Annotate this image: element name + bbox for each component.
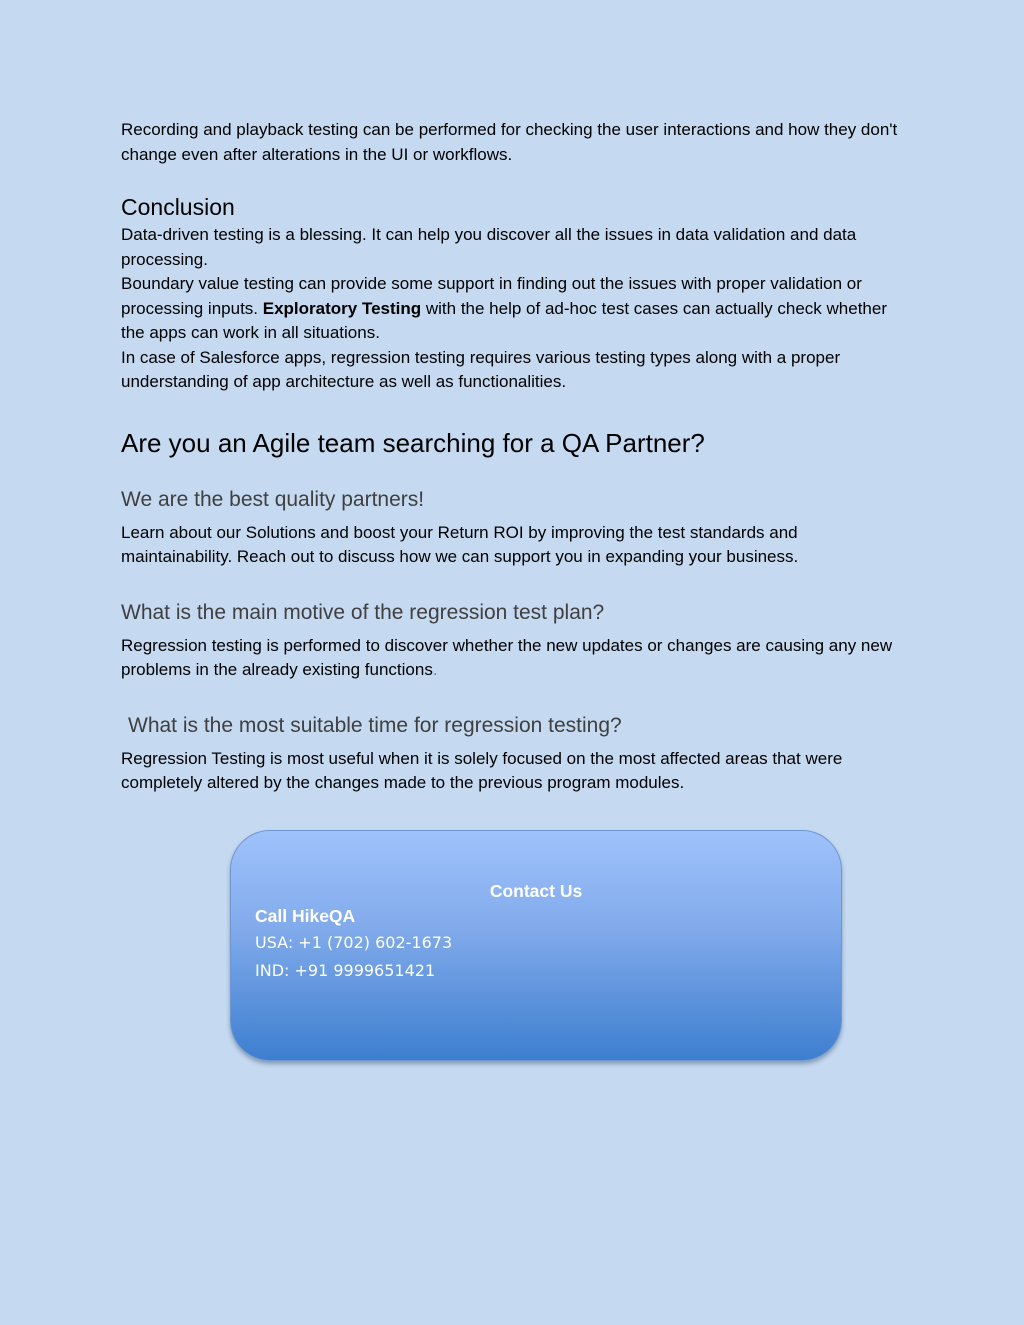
section-heading: What is the main motive of the regression test plan? [121,600,605,624]
cta-heading: Are you an Agile team searching for a QA Partner? [121,427,705,458]
section-heading: What is the most suitable time for regression testing? [128,713,622,737]
section-regression-motive [121,600,911,683]
section-body-text: Regression testing is performed to discover whether the new updates or changes are causing any new problems in the already existing functions [121,635,893,679]
contact-title: Contact Us [489,881,583,901]
conclusion-paragraph-1: Data-driven testing is a blessing. It can help you discover all the issues in data validation and data processing. [121,225,857,269]
contact-call-label: Call HikeQA [255,906,356,926]
section-body: Learn about our Solutions and boost your Return ROI by improving the test standards and maintainability. Reach out to discuss how we can support you in expanding your business. [121,522,799,566]
intro-paragraph: Recording and playback testing can be performed for checking the user interactions and how they don't change even after alterations in the UI or workflows. [121,120,898,164]
contact-card [230,830,842,1061]
section-body [121,634,911,683]
conclusion-paragraph-2 [121,272,911,346]
section-heading: We are the best quality partners! [121,487,425,511]
section-body: Regression Testing is most useful when it is solely focused on the most affected areas that were completely altered by the changes made to the previous program modules. [121,748,843,792]
section-quality-partners [121,487,911,570]
conclusion-heading: Conclusion [121,194,235,220]
conclusion-paragraph-2-end: with the help of ad-hoc test cases can actually check whether the apps can work in all situations. [121,298,888,342]
contact-phone-ind[interactable]: IND: +91 9999651421 [255,961,436,980]
conclusion-paragraph-3: In case of Salesforce apps, regression testing requires various testing types along with a proper understanding of app architecture as well as functionalities. [121,347,841,391]
exploratory-testing-bold: Exploratory Testing [262,298,422,318]
contact-phone-usa[interactable]: USA: +1 (702) 602-1673 [255,933,453,952]
document-body [121,118,911,796]
section-regression-timing [121,713,911,739]
conclusion-paragraph-2-start: Boundary value testing can provide some support in finding out the issues with proper validation or processing inputs. [121,274,862,318]
section-body-period: . [432,660,438,679]
